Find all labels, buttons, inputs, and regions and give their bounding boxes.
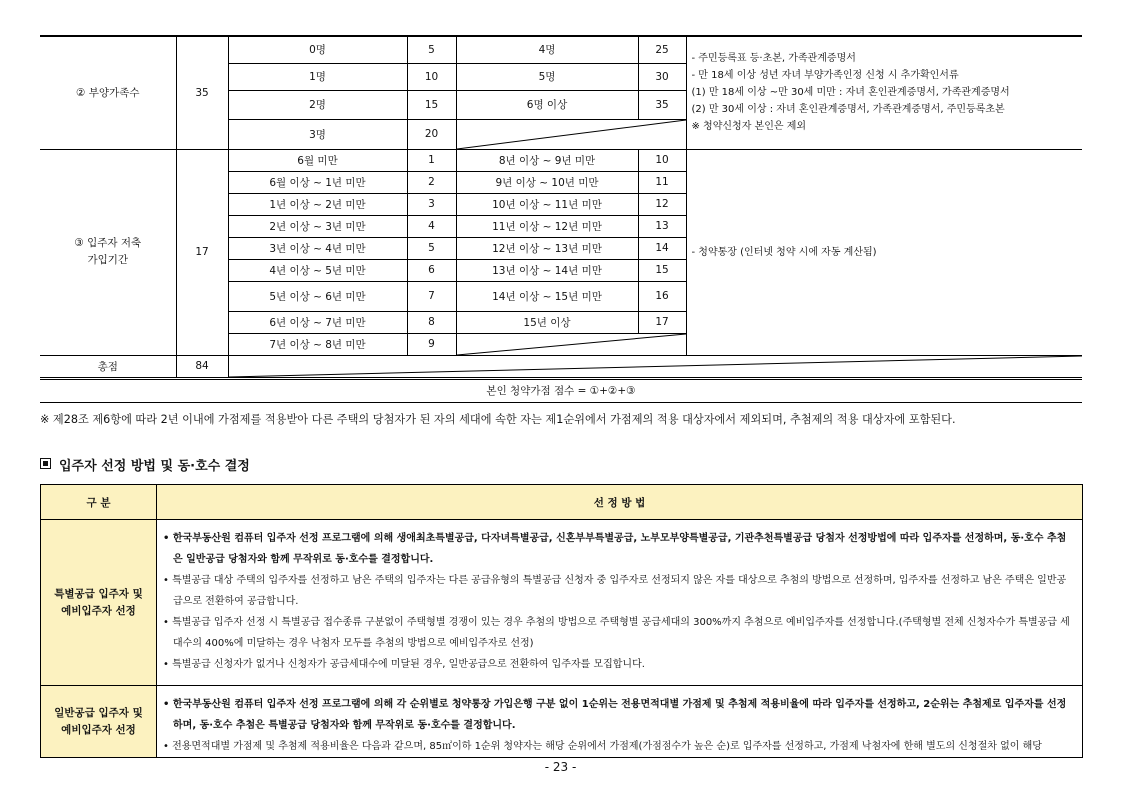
table-cell: 16 <box>638 281 686 311</box>
table-cell: 6월 이상 ~ 1년 미만 <box>228 171 407 193</box>
table-cell: 13 <box>638 215 686 237</box>
note-line: - 주민등록표 등·초본, 가족관계증명서 <box>691 53 856 65</box>
table-cell: 5년 이상 ~ 6년 미만 <box>228 281 407 311</box>
table-cell: 25 <box>638 36 686 63</box>
table-cell: 15년 이상 <box>456 311 638 333</box>
list-item: • 한국부동산원 컴퓨터 입주자 선정 프로그램에 의해 생애최초특별공급, 다자녀특별공급, 신혼부부특별공급, 노부모부양특별공급, 기관추천특별공급 당첨자 선정방법에 따라 입주자를 선정하며, 동·호수 추첨은 일반공급 당첨자와 함께 무작위로 동·호수를 결정합니다. <box>163 528 1074 570</box>
page-number: - 23 - <box>544 760 577 774</box>
diagonal-empty-cell <box>456 333 686 355</box>
table-cell: 12 <box>638 193 686 215</box>
table-cell: 2명 <box>228 90 407 119</box>
total-value: 84 <box>176 355 228 377</box>
special-supply-method <box>157 520 1083 686</box>
dependents-label: ② 부양가족수 <box>40 36 176 149</box>
table-cell: 0명 <box>228 36 407 63</box>
score-formula: 본인 청약가점 점수 = ①+②+③ <box>40 379 1082 403</box>
category-line: 예비입주자 선정 <box>61 723 136 736</box>
note-line: - 만 18세 이상 성년 자녀 부양가족인정 신청 시 추가확인서류 <box>691 70 959 82</box>
table-cell: 6 <box>407 259 456 281</box>
selection-method-table <box>40 484 1083 758</box>
table-cell: 10 <box>407 63 456 90</box>
table-cell: 14 <box>638 237 686 259</box>
table-cell: 8년 이상 ~ 9년 미만 <box>456 149 638 171</box>
section-heading <box>40 455 250 474</box>
square-bullet-icon <box>40 458 51 469</box>
table-cell: 35 <box>638 90 686 119</box>
table-cell: 5 <box>407 36 456 63</box>
note-line: (2) 만 30세 이상 : 자녀 혼인관계증명서, 가족관계증명서, 주민등록초본 <box>691 104 1005 116</box>
list-item: • 특별공급 신청자가 없거나 신청자가 공급세대수에 미달된 경우, 일반공급으로 전환하여 입주자를 모집합니다. <box>163 654 1074 675</box>
table-cell: 15 <box>407 90 456 119</box>
savings-label-line1: ③ 입주자 저축 <box>74 237 142 249</box>
savings-label <box>40 149 176 355</box>
savings-label-line2: 가입기간 <box>87 254 129 266</box>
table-cell: 15 <box>638 259 686 281</box>
savings-max: 17 <box>176 149 228 355</box>
note-line: (1) 만 18세 이상 ~만 30세 미만 : 자녀 혼인관계증명서, 가족관계증명서 <box>691 87 1010 99</box>
dependents-max: 35 <box>176 36 228 149</box>
table-cell: 4 <box>407 215 456 237</box>
table-cell: 4년 이상 ~ 5년 미만 <box>228 259 407 281</box>
table-cell: 14년 이상 ~ 15년 미만 <box>456 281 638 311</box>
total-label: 총점 <box>40 355 176 377</box>
savings-note: - 청약통장 (인터넷 청약 시에 자동 계산됨) <box>686 149 1082 355</box>
table-cell: 2 <box>407 171 456 193</box>
footnote: ※ 제28조 제6항에 따라 2년 이내에 가점제를 적용받아 다른 주택의 당첨자가 된 자의 세대에 속한 자는 제1순위에서 가점제의 적용 대상자에서 제외되며, 추첨제의 적용 대상자에 포함된다. <box>40 413 956 426</box>
table-cell: 7년 이상 ~ 8년 미만 <box>228 333 407 355</box>
special-supply-category <box>41 520 157 686</box>
dependents-notes <box>686 36 1082 149</box>
category-line: 일반공급 입주자 및 <box>54 706 143 719</box>
table-cell: 13년 이상 ~ 14년 미만 <box>456 259 638 281</box>
diagonal-empty-cell <box>228 355 1082 377</box>
general-supply-category <box>41 686 157 758</box>
list-item: • 특별공급 대상 주택의 입주자를 선정하고 남은 주택의 입주자는 다른 공급유형의 특별공급 신청자 중 입주자로 선정되지 않은 자를 대상으로 추첨의 방법으로 선정하며, 입주자를 선정하고 남은 주택은 일반공급으로 전환하여 공급합니다. <box>163 570 1074 612</box>
header-category: 구 분 <box>41 485 157 520</box>
table-cell: 3년 이상 ~ 4년 미만 <box>228 237 407 259</box>
table-cell: 1명 <box>228 63 407 90</box>
table-cell: 1 <box>407 149 456 171</box>
header-method: 선 정 방 법 <box>157 485 1083 520</box>
table-cell: 11년 이상 ~ 12년 미만 <box>456 215 638 237</box>
list-item: • 한국부동산원 컴퓨터 입주자 선정 프로그램에 의해 각 순위별로 청약통장 가입은행 구분 없이 1순위는 전용면적대별 가점제 및 추첨제 적용비율에 따라 입주자를 선정하고, 2순위는 추첨제로 입주자를 선정하며, 동·호수 추첨은 특별공급 당첨자와 함께 무작위로 동·호수를 결정합니다. <box>163 694 1074 736</box>
table-cell: 9 <box>407 333 456 355</box>
category-line: 예비입주자 선정 <box>61 604 136 617</box>
table-cell: 4명 <box>456 36 638 63</box>
category-line: 특별공급 입주자 및 <box>54 587 143 600</box>
table-cell: 12년 이상 ~ 13년 미만 <box>456 237 638 259</box>
table-cell: 30 <box>638 63 686 90</box>
general-supply-method <box>157 686 1083 758</box>
diagonal-empty-cell <box>456 119 686 149</box>
note-line: ※ 청약신청자 본인은 제외 <box>691 121 807 133</box>
table-cell: 2년 이상 ~ 3년 미만 <box>228 215 407 237</box>
table-cell: 10 <box>638 149 686 171</box>
list-item: • 특별공급 입주자 선정 시 특별공급 접수종류 구분없이 주택형별 경쟁이 있는 경우 추첨의 방법으로 주택형별 공급세대의 300%까지 추첨으로 예비입주자를 선정합니다.(주택형별 전체 신청자수가 특별공급 세대수의 400%에 미달하는 경우 낙첨자 모두를 추첨의 방법으로 예비입주자로 선정) <box>163 612 1074 654</box>
table-cell: 5 <box>407 237 456 259</box>
table-cell: 20 <box>407 119 456 149</box>
table-cell: 8 <box>407 311 456 333</box>
table-cell: 5명 <box>456 63 638 90</box>
table-cell: 17 <box>638 311 686 333</box>
table-cell: 6년 이상 ~ 7년 미만 <box>228 311 407 333</box>
section-title: 입주자 선정 방법 및 동·호수 결정 <box>59 459 250 474</box>
table-cell: 6월 미만 <box>228 149 407 171</box>
table-cell: 9년 이상 ~ 10년 미만 <box>456 171 638 193</box>
table-cell: 7 <box>407 281 456 311</box>
table-cell: 1년 이상 ~ 2년 미만 <box>228 193 407 215</box>
table-cell: 3 <box>407 193 456 215</box>
table-cell: 3명 <box>228 119 407 149</box>
table-cell: 11 <box>638 171 686 193</box>
score-table <box>40 35 1082 378</box>
list-item: • 전용면적대별 가점제 및 추첨제 적용비율은 다음과 같으며, 85㎡이하 1순위 청약자는 해당 순위에서 가점제(가점점수가 높은 순)로 입주자를 선정하고, 가점제 낙첨자에 한해 별도의 신청절차 없이 해당 <box>163 736 1074 757</box>
table-cell: 10년 이상 ~ 11년 미만 <box>456 193 638 215</box>
table-cell: 6명 이상 <box>456 90 638 119</box>
